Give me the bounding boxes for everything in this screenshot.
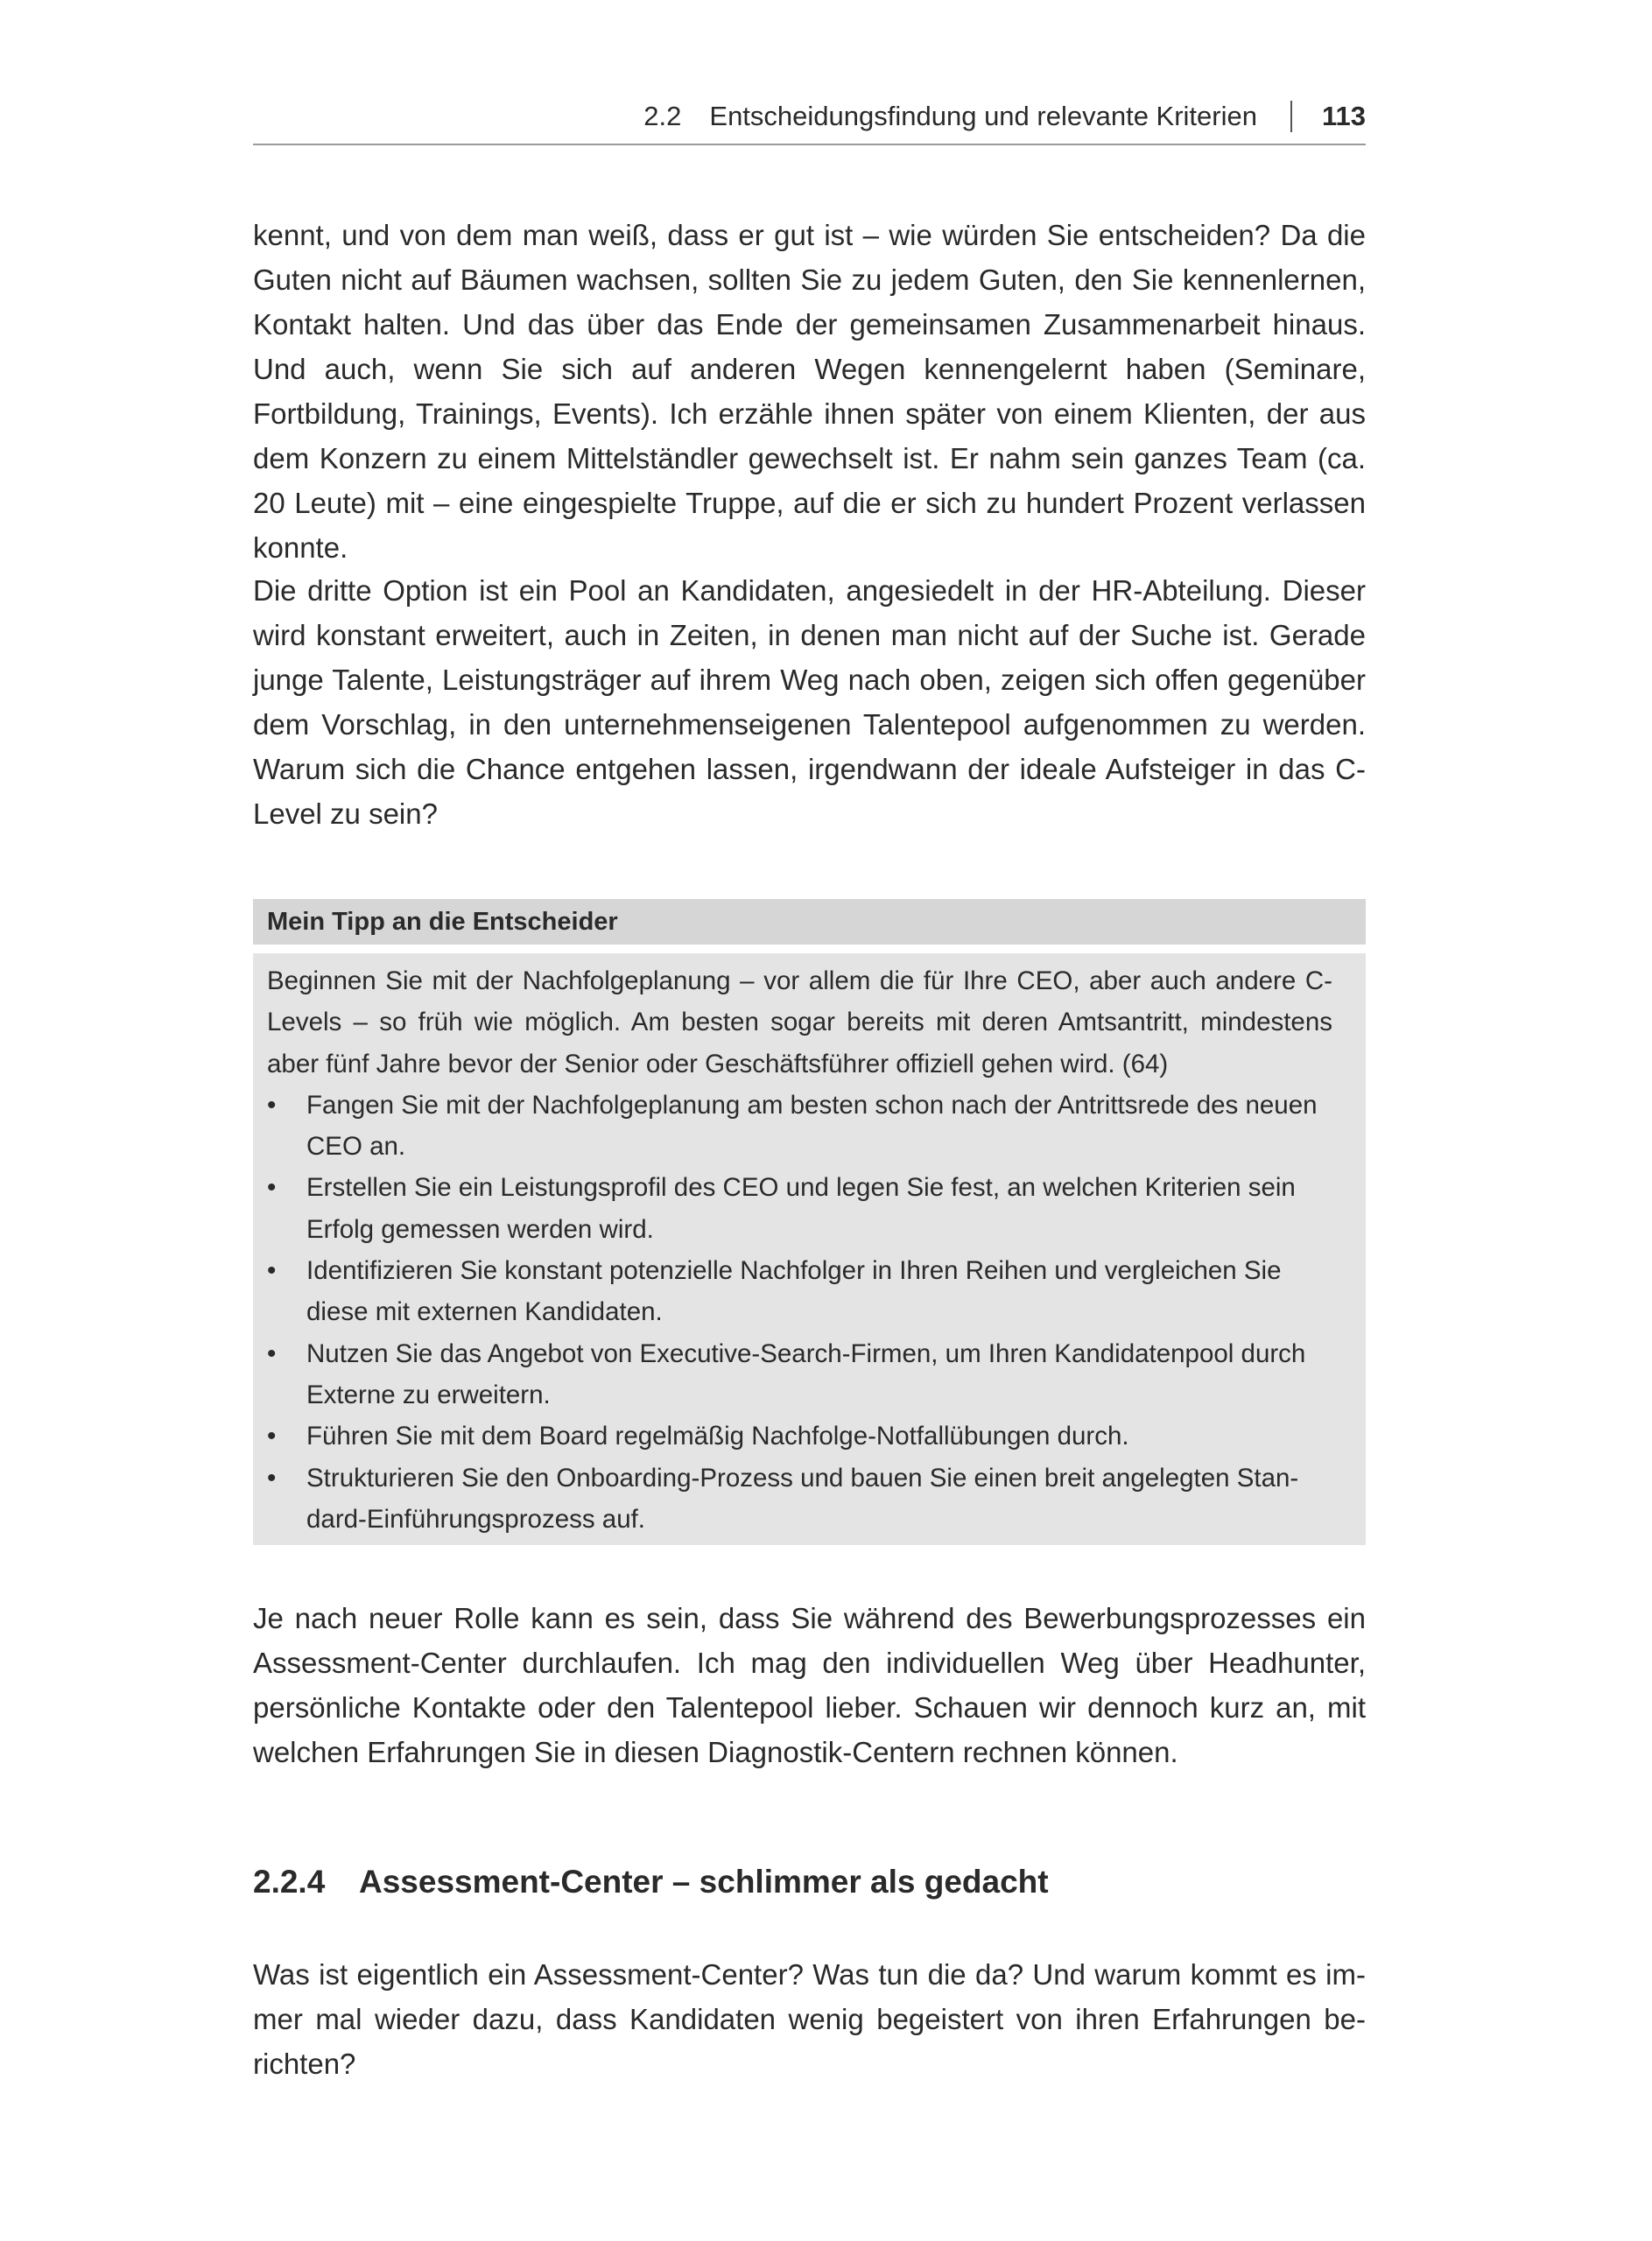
tip-box-body [253,953,1366,1545]
tip-box-title: Mein Tipp an die Entscheider [253,899,1366,945]
tip-box-intro: Beginnen Sie mit der Nachfolgeplanung – vor allem die für Ihre CEO, aber auch andere C-Levels – so früh wie möglich. Am besten sogar bereits mit deren Amtsantritt, mindestens aber fünf Jahre bevor der Senior oder Geschäftsführer offiziell gehen wird. (64) [267,966,1332,1078]
list-item-text: Nutzen Sie das Angebot von Executive-Search-Firmen, um Ihren Kandidatenpool durch Externe zu erweitern. [306,1338,1306,1409]
page-number: 113 [1321,101,1366,131]
bullet-icon: • [267,1422,277,1451]
header-section-title: Entscheidungsfindung und relevante Kriterien [709,101,1257,131]
list-item-text: Führen Sie mit dem Board regelmäßig Nachfolge-Notfallübungen durch. [306,1422,1129,1451]
list-item [267,1416,1332,1457]
list-item-text: Fangen Sie mit der Nachfolgeplanung am besten schon nach der Antrittsrede des neuen CEO an. [306,1090,1318,1162]
body-paragraph-4: Was ist eigentlich ein Assessment-Center? Was tun die da? Und warum kommt es immer mal wieder dazu, dass Kandidaten wenig begeistert von ihren Erfahrungen berichten? [253,1958,1366,2080]
list-item-text: Erstellen Sie ein Leistungsprofil des CEO und legen Sie fest, an welchen Kriterien sein Erfolg gemessen werden wird. [306,1173,1296,1244]
body-paragraph-1: kennt, und von dem man weiß, dass er gut ist – wie würden Sie entscheiden? Da die Guten nicht auf Bäumen wachsen, sollten Sie zu jedem Guten, den Sie kennenlernen, Kontakt halten. Und das über das Ende der gemeinsamen Zusammenarbeit hinaus. Und auch, wenn Sie sich auf anderen Wegen kennengelernt haben (Seminare, Fortbildung, Trainings, Events). Ich erzähle ihnen später von einem Klienten, der aus dem Konzern zu einem Mittelständler gewechselt ist. Er nahm sein ganzes Team (ca. 20 Leute) mit – eine eingespielte Truppe, auf die er sich zu hundert Prozent verlassen konnte. [253,219,1366,564]
bullet-icon: • [267,1090,277,1120]
header-section-number: 2.2 [643,101,682,131]
section-number: 2.2.4 [253,1864,326,1900]
list-item-text: Strukturieren Sie den Onboarding-Prozess und bauen Sie einen breit angelegten Standard-Einführungsprozess auf. [306,1463,1299,1534]
list-item [267,1458,1332,1541]
body-paragraph-3: Je nach neuer Rolle kann es sein, dass Sie während des Bewerbungsprozesses ein Assessment-Center durchlaufen. Ich mag den individuellen Weg über Headhunter, persönliche Kontakte oder den Talentepool lieber. Schauen wir dennoch kurz an, mit welchen Erfahrungen Sie in diesen Diagnostik-Centern rechnen können. [253,1602,1366,1768]
bullet-icon: • [267,1256,277,1286]
list-item [267,1333,1332,1416]
list-item [267,1085,1332,1168]
section-heading [253,1860,1366,1904]
header-separator [1290,101,1292,132]
bullet-icon: • [267,1463,277,1493]
bullet-icon: • [267,1173,277,1203]
list-item [267,1167,1332,1250]
tip-box [253,899,1366,1545]
running-header [253,98,1366,145]
section-title: Assessment-Center – schlimmer als gedacht [359,1864,1049,1900]
bullet-icon: • [267,1338,277,1368]
list-item [267,1250,1332,1333]
body-paragraph-2: Die dritte Option ist ein Pool an Kandidaten, angesiedelt in der HR-Abteilung. Dieser wird konstant erweitert, auch in Zeiten, in denen man nicht auf der Suche ist. Gerade junge Talente, Leistungsträger auf ihrem Weg nach oben, zeigen sich offen gegenüber dem Vorschlag, in den unternehmenseigenen Talentepool aufgenommen zu werden. Warum sich die Chance entgehen lassen, irgendwann der ideale Aufsteiger in das C-Level zu sein? [253,574,1366,830]
tip-box-list [267,1085,1332,1540]
list-item-text: Identifizieren Sie konstant potenzielle Nachfolger in Ihren Reihen und vergleichen Sie diese mit externen Kandidaten. [306,1256,1282,1327]
